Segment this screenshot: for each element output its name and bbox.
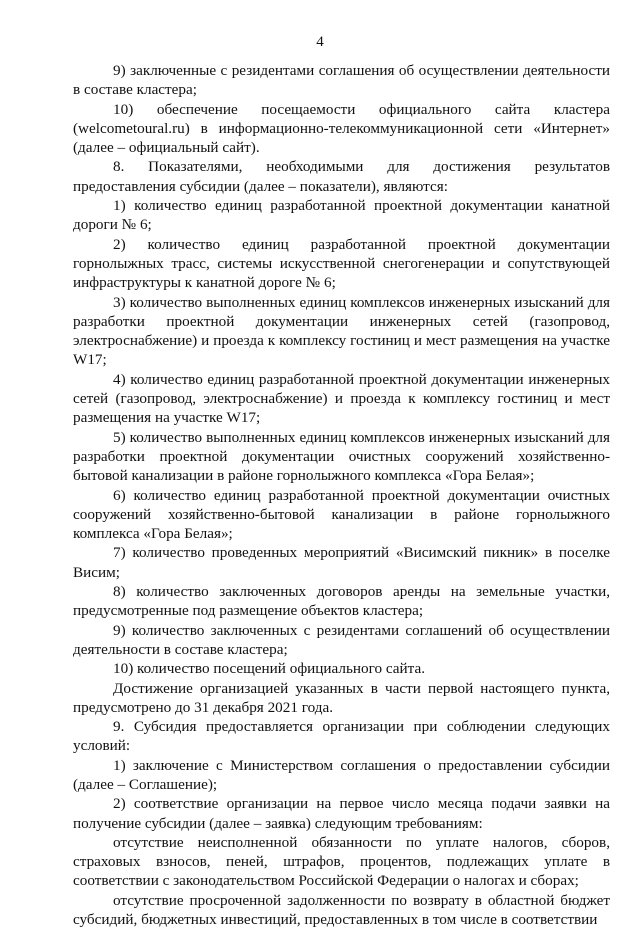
paragraph: 10) обеспечение посещаемости официального сайта кластера (welcometoural.ru) в информационно-телекоммуникационной сети «Интернет» (далее – официальный сайт). <box>73 100 610 157</box>
paragraph: 6) количество единиц разработанной проектной документации очистных сооружений хозяйственно-бытовой канализации в районе горнолыжного комплекса «Гора Белая»; <box>73 486 610 543</box>
paragraph: Достижение организацией указанных в части первой настоящего пункта, предусмотрено до 31 декабря 2021 года. <box>73 679 610 716</box>
paragraph: 9) заключенные с резидентами соглашения об осуществлении деятельности в составе кластера; <box>73 62 610 99</box>
paragraph: 1) количество единиц разработанной проектной документации канатной дороги № 6; <box>73 197 610 234</box>
paragraph: 9. Субсидия предоставляется организации при соблюдении следующих условий: <box>73 718 610 755</box>
paragraph: 8) количество заключенных договоров аренды на земельные участки, предусмотренные под размещение объектов кластера; <box>73 583 610 620</box>
paragraph: 1) заключение с Министерством соглашения о предоставлении субсидии (далее – Соглашение); <box>73 756 610 793</box>
paragraph: отсутствие просроченной задолженности по возврату в областной бюджет субсидий, бюджетных инвестиций, предоставленных в том числе в соответствии <box>73 891 610 929</box>
paragraph: 8. Показателями, необходимыми для достижения результатов предоставления субсидии (далее – показатели), являются: <box>73 158 610 195</box>
paragraph: 2) соответствие организации на первое число месяца подачи заявки на получение субсидии (далее – заявка) следующим требованиям: <box>73 795 610 832</box>
page-number: 4 <box>316 34 324 50</box>
paragraph: 4) количество единиц разработанной проектной документации инженерных сетей (газопровод, электроснабжение) и проезда к комплексу гостиниц и мест размещения на участке W17; <box>73 370 610 427</box>
paragraph: 3) количество выполненных единиц комплексов инженерных изысканий для разработки проектной документации инженерных сетей (газопровод, электроснабжение) и проезда к комплексу гостиниц и мест размещения на участке W17; <box>73 293 610 369</box>
document-body <box>73 61 610 929</box>
paragraph: 7) количество проведенных мероприятий «Висимский пикник» в поселке Висим; <box>73 544 610 581</box>
paragraph: 2) количество единиц разработанной проектной документации горнолыжных трасс, системы искусственной снегогенерации и сопутствующей инфраструктуры к канатной дороге № 6; <box>73 235 610 292</box>
paragraph: 9) количество заключенных с резидентами соглашений об осуществлении деятельности в составе кластера; <box>73 621 610 658</box>
paragraph: 5) количество выполненных единиц комплексов инженерных изысканий для разработки проектной документации очистных сооружений хозяйственно-бытовой канализации в районе горнолыжного комплекса «Гора Белая»; <box>73 428 610 485</box>
paragraph: отсутствие неисполненной обязанности по уплате налогов, сборов, страховых взносов, пеней, штрафов, процентов, подлежащих уплате в соответствии с законодательством Российской Федерации о налогах и сборах; <box>73 833 610 890</box>
paragraph: 10) количество посещений официального сайта. <box>113 660 426 678</box>
